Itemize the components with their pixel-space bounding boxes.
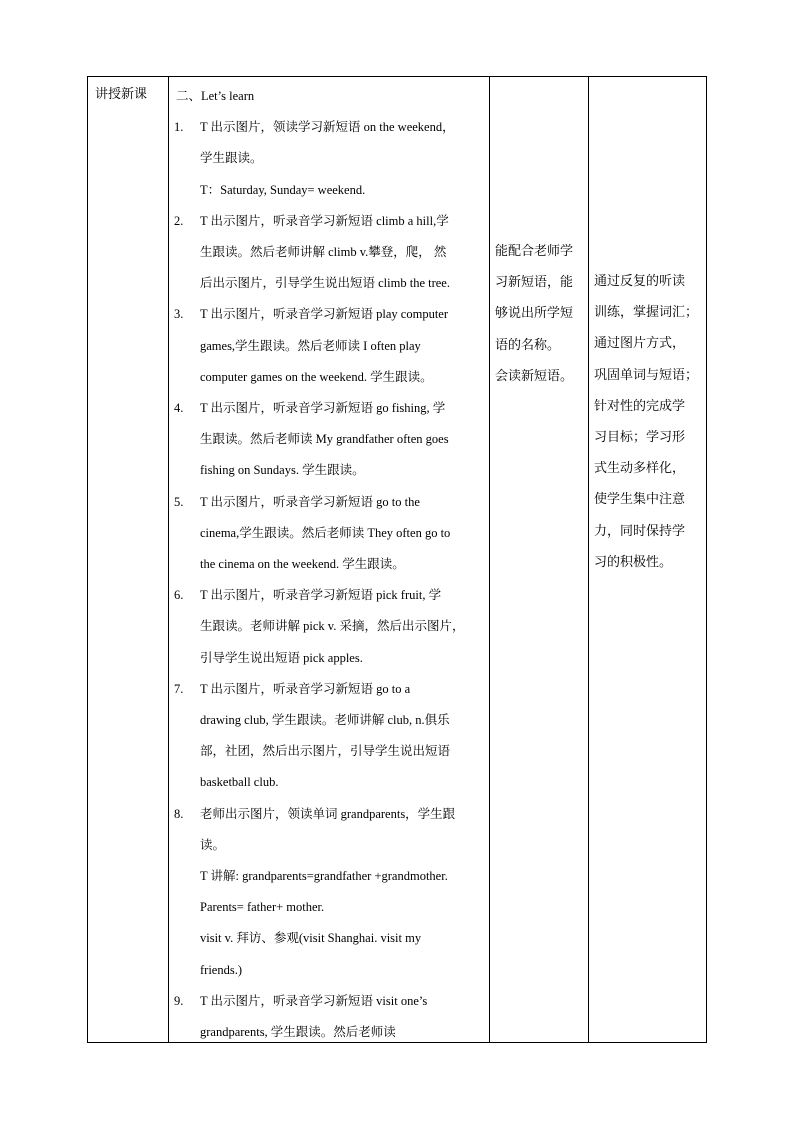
steps-heading: 二、Let’s learn — [176, 89, 255, 103]
list-item — [172, 487, 485, 581]
item-number: 5. — [174, 494, 184, 509]
section-label-cell — [88, 77, 168, 1042]
item-text: T 出示图片，听录音学习新短语 climb a hill,学 生跟读。然后老师讲解 climb v.攀登，爬， 然 后出示图片，引导学生说出短语 climb the tree. — [200, 213, 450, 291]
item-text: T 出示图片，听录音学习新短语 go fishing, 学 生跟读。然后老师读 My grandfather often goes fishing on Sundays. 学生跟读。 — [200, 401, 449, 478]
item-number: 8. — [174, 806, 184, 821]
item-text: T 出示图片，听录音学习新短语 go to a drawing club, 学生跟读。老师讲解 club, n.俱乐 部，社团，然后出示图片，引导学生说出短语 basketball club. — [200, 681, 451, 790]
item-number: 9. — [174, 993, 184, 1008]
item-note: T 讲解: grandparents=grandfather +grandmother. Parents= father+ mother. visit v. 拜访、参观(visit Shanghai. visit my friends.) — [200, 869, 448, 977]
list-item — [172, 986, 485, 1048]
item-number: 4. — [174, 401, 184, 416]
item-text: T 出示图片，听录音学习新短语 visit one’s grandparents, 学生跟读。然后老师读 — [200, 993, 428, 1040]
item-text: T 出示图片，听录音学习新短语 pick fruit, 学 生跟读。老师讲解 pick v. 采摘，然后出示图片， 引导学生说出短语 pick apples. — [200, 588, 465, 665]
list-item — [172, 580, 485, 674]
item-text: T 出示图片，听录音学习新短语 play computer games,学生跟读。然后老师读 I often play computer games on the weekend. 学生跟读。 — [200, 307, 449, 384]
item-text: T 出示图片，领读学习新短语 on the weekend， 学生跟读。 — [200, 120, 455, 166]
list-item — [172, 799, 485, 861]
item-number: 7. — [174, 681, 184, 696]
student-activity-cell — [489, 77, 588, 1042]
item-text: 老师出示图片，领读单词 grandparents，学生跟 读。 — [200, 806, 456, 852]
design-intent-cell — [588, 77, 708, 1042]
list-item — [172, 299, 485, 393]
item-number: 3. — [174, 307, 184, 322]
teaching-steps-cell — [168, 77, 489, 1042]
item-text: T 出示图片，听录音学习新短语 go to the cinema,学生跟读。然后老师读 They often go to the cinema on the weekend. 学生跟读。 — [200, 494, 451, 572]
design-intent-text: 通过反复的听读 训练，掌握词汇； 通过图片方式， 巩固单词与短语； 针对性的完成学 习目标；学习形 式生动多样化， 使学生集中注意 力，同时保持学 习的积极性。 — [594, 273, 699, 569]
item-number: 6. — [174, 588, 184, 603]
item-number: 1. — [174, 120, 184, 135]
student-activity-text: 能配合老师学 习新短语，能 够说出所学短 语的名称。 会读新短语。 — [495, 243, 574, 383]
section-label: 讲授新课 — [95, 86, 148, 101]
list-item — [172, 112, 485, 174]
list-item — [172, 674, 485, 799]
item-number: 2. — [174, 213, 184, 228]
list-item — [172, 393, 485, 487]
lesson-plan-table — [87, 76, 707, 1043]
item-note: T：Saturday, Sunday= weekend. — [200, 182, 366, 197]
list-item — [172, 206, 485, 300]
